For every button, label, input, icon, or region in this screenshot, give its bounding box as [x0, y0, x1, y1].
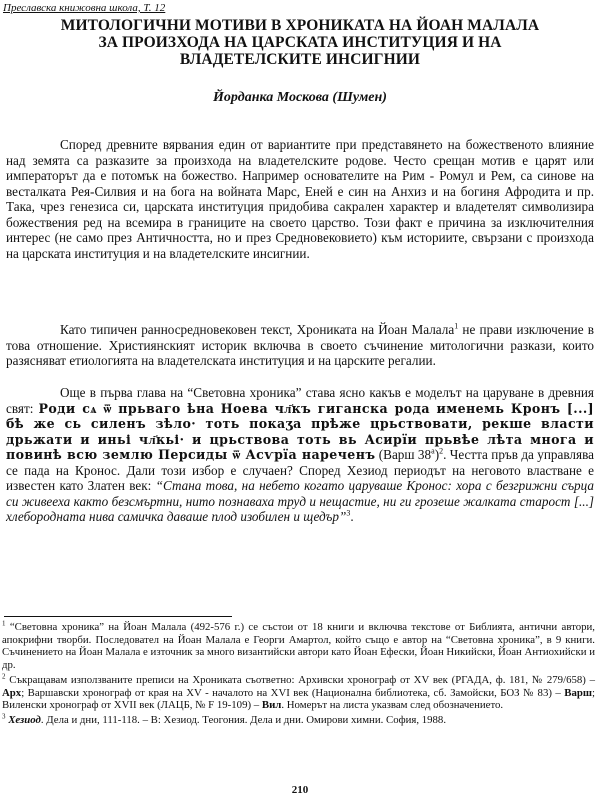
citation-superscript: а: [431, 446, 435, 456]
footnote-ref-2[interactable]: 2: [439, 446, 444, 456]
abbreviation-vil: Вил: [261, 699, 282, 712]
paragraph-end: .: [350, 509, 354, 524]
footnote-ref-1[interactable]: 1: [454, 321, 459, 331]
running-head: Преславска книжовна школа, Т. 12: [3, 2, 166, 14]
footnote-text: . Дела и дни, 111-118. – В: Хезиод. Теогония. Дела и дни. Омирови химни. София, 1988.: [40, 713, 447, 726]
paragraph-text: Според древните вярвания един от вариантите при представянето на божественото влияние над земята са разказите за произхода на владетелските родове. Често срещан мотив е царят или императорът да е потомък на божество. Например основателите на Рим - Ромул и Рем, са синове на весталката Рея-Силвия и на бога на войната Марс, Еней е син на Анхиз и на богиня Афродита и пр. Така, чрез генезиса си, царската институция придобива сакрален характер и владетелят символизира божествения ред на всемира в границите на своето царство. Този факт е причина за изключителния интерес (не само през Античността, но и през Средновековието) към историите, свързани с произхода на царската институция и на владетелските инсигнии.: [6, 137, 594, 261]
body-paragraph-3: [6, 385, 594, 525]
abbreviation-varsh: Варш: [564, 686, 592, 699]
footnote-text: Съкращавам използваните преписи на Хрониката съответно: Архивски хронограф от XV век (РГАДА, ф. 181, № 279/658) –: [5, 673, 595, 686]
paragraph-text: не прави изключение в това отношение. Християнският историк включва в своето съчинение митологични разкази, които разясняват етиологията на владетелската институция и на царските регалии.: [6, 322, 595, 368]
footnote-text: “Световна хроника” на Йоан Малала (492-576 г.) се състои от 18 книги и включва текстове от Библията, антични автори, апокрифни творби. Последовател на Йоан Малала е Георги Амартол, който също е автор на “Световна хроника”, в 9 книги. Съчинението на Йоан Малала е източник за много византийски автори като Йоан Ефески, Йоан Никийски, Йоан Антиохийски и др.: [2, 621, 595, 672]
footnote-2: [2, 674, 595, 712]
hesiod-quotation: “Стана това, на небето когато царуваше Кронос: хора с безгрижни сърца си живееха както безсмъртни, нито познаваха труд и нещастие, ни ги грозеше жалката старост [...] хлебородната нива самичка даваше плод изобилен и щедър”: [6, 478, 594, 524]
title-line-2: ЗА ПРОИЗХОДА НА ЦАРСКАТА ИНСТИТУЦИЯ И НА: [98, 34, 502, 51]
paragraph-text: . Честта пръв да управлява се пада на Кронос. Дали този избор е случаен? Според Хезиод периодът на неговото властване е известен като Златен век:: [6, 447, 594, 493]
abbreviation-arh: Арх: [2, 686, 22, 699]
article-title: [14, 17, 586, 68]
footnote-number: 2: [2, 672, 6, 681]
footnote-text: ; Варшавски хронограф от края на XV - началото на XVI век (Национална библиотека, сб. Замойски, БОЗ № 83) –: [21, 686, 565, 699]
body-paragraph-1: [6, 137, 594, 261]
footnote-ref-3[interactable]: 3: [346, 508, 351, 518]
title-line-3: ВЛАДЕТЕЛСКИТЕ ИНСИГНИИ: [179, 51, 421, 68]
footnote-number: 1: [2, 619, 6, 628]
page-number: 210: [291, 784, 309, 796]
footnote-3: [2, 714, 595, 727]
citation-close: ): [434, 447, 440, 462]
footnotes: [2, 621, 595, 729]
footnote-1: [2, 621, 595, 672]
body-paragraph-2: [6, 322, 594, 369]
title-line-1: МИТОЛОГИЧНИ МОТИВИ В ХРОНИКАТА НА ЙОАН МАЛАЛА: [60, 17, 540, 34]
author-byline: Йорданка Москова (Шумен): [213, 90, 387, 105]
paragraph-text: Като типичен ранносредновековен текст, Хрониката на Йоан Малала: [60, 322, 455, 337]
church-slavonic-quotation: Роди сѧ ѿ прьваго ҍна Ноева чл҃къ гиганска рода именемь Кронъ [...] бѣ же сь силенъ зѣло· тоть покаӡа прѣже црьствовати, рекше власти дрьжати и иньі чл҃кьі· и црьствова тоть вь Асирїи прьвѣе лѣта многа и повинѣ всю землю Персиды ѿ Асѵрїа нареченъ: [6, 400, 594, 462]
footnote-text: ; Виленски хронограф от XVII век (ЛАЦБ, № F 19-109) –: [2, 686, 595, 712]
paragraph-text: Още в първа глава на “Световна хроника” става ясно какъв е моделът на царуване в древния свят:: [6, 385, 594, 416]
footnote-text: . Номерът на листа указвам след обозначението.: [281, 699, 504, 712]
footnote-divider: [4, 616, 232, 617]
footnote-number: 3: [2, 712, 6, 721]
citation: (Варш 38: [375, 447, 432, 462]
author-hesiod: Хезиод: [8, 713, 41, 726]
